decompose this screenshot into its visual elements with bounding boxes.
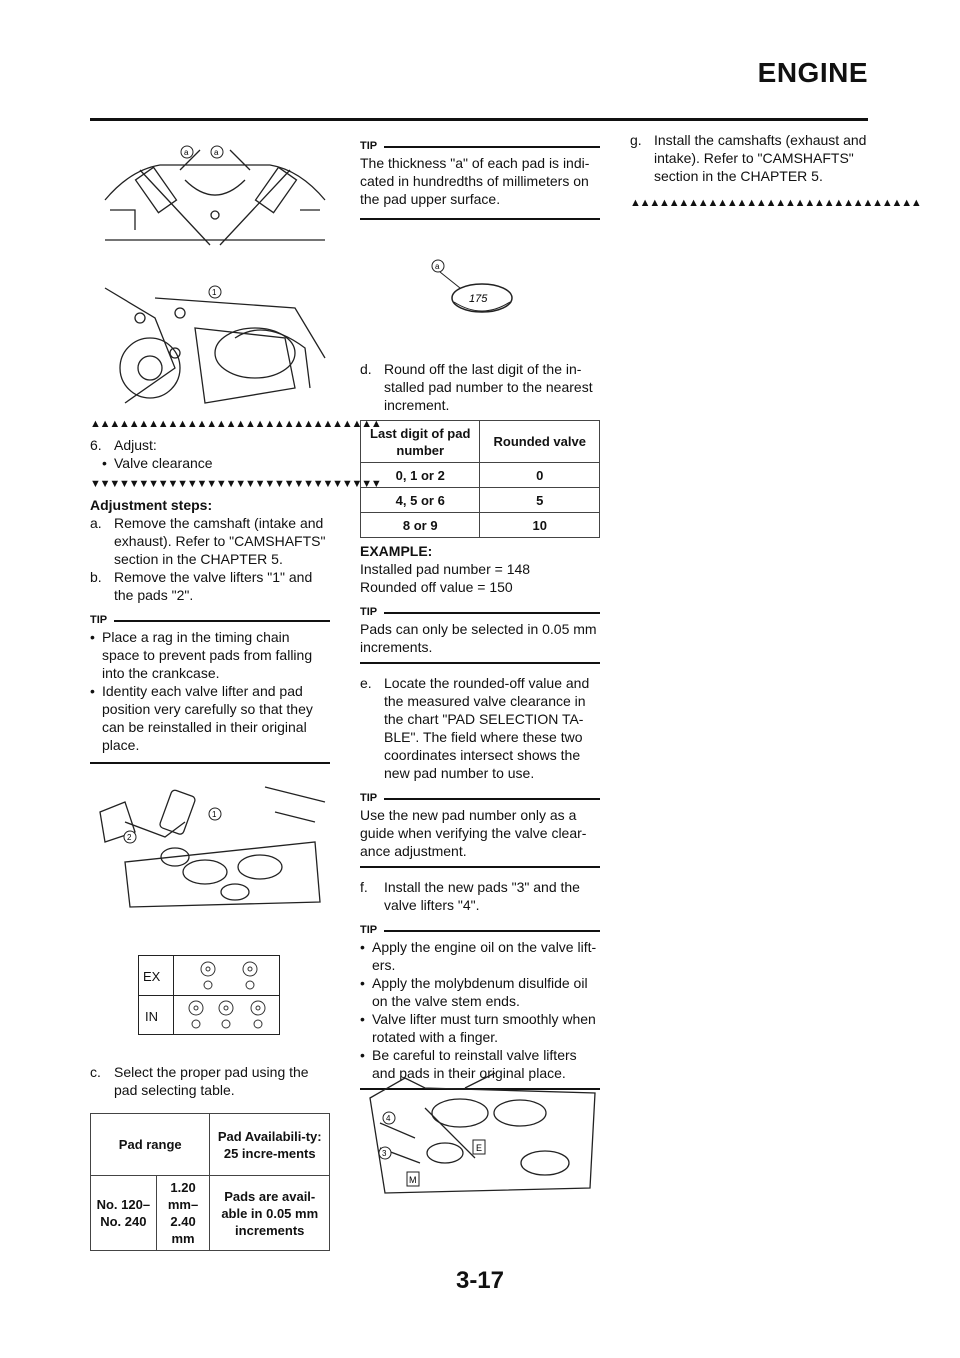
remove-lifter-figure: [95, 278, 330, 408]
tip-5-bullet-text: Be careful to reinstall valve lifters and pads in their original place.: [372, 1047, 577, 1081]
step-b-text: Remove the valve lifters "1" and the pads "2".: [114, 569, 313, 603]
arrow-divider-up: ▲▲▲▲▲▲▲▲▲▲▲▲▲▲▲▲▲▲▲▲▲▲▲▲▲▲▲▲▲▲: [90, 418, 381, 430]
callout-1: 1: [212, 288, 217, 297]
valve-position-marks: [174, 956, 278, 1034]
step-c-label: c.: [90, 1064, 101, 1080]
step-e-label: e.: [360, 675, 372, 691]
bullet-glyph: •: [360, 975, 365, 991]
bullet-glyph: •: [90, 629, 95, 645]
pad-availability-header: Pad Availabili-ty: 25 incre-ments: [210, 1114, 330, 1176]
tip-5-bullet-2: [360, 974, 600, 1010]
tip-4-text: Use the new pad number only as a guide when verifying the valve clear-ance adjustment.: [360, 807, 587, 859]
callout-a-right: a: [214, 148, 219, 157]
step-b-label: b.: [90, 569, 102, 585]
callout-3: 3: [382, 1149, 387, 1158]
callout-e: E: [476, 1143, 483, 1153]
step-g-text: Install the camshafts (exhaust and intake). Refer to "CAMSHAFTS" section in the CHAPTER 5.: [654, 132, 867, 184]
callout-a: a: [435, 262, 440, 271]
step-a: [90, 514, 330, 568]
tip-5-header: [360, 922, 600, 938]
last-digit-header: Last digit of pad number: [361, 421, 480, 463]
valve-illustration-figure: [100, 140, 330, 260]
rounded-value-header: Rounded valve: [480, 421, 600, 463]
tip-1-end-rule: [90, 762, 330, 764]
tip-3-end-rule: [360, 662, 600, 664]
step-g: [630, 131, 870, 185]
step-e-text: Locate the rounded-off value and the measured valve clearance in the chart "PAD SELECTION TA-BLE". The field where these two coordinates intersect shows the new pad number to use.: [384, 675, 590, 781]
tip-3-text: Pads can only be selected in 0.05 mm increments.: [360, 621, 597, 655]
arrow-divider-down: ▼▼▼▼▼▼▼▼▼▼▼▼▼▼▼▼▼▼▼▼▼▼▼▼▼▼▼▼▼▼: [90, 478, 381, 490]
tip-5-bullet-text: Apply the molybdenum disulfide oil on the valve stem ends.: [372, 975, 588, 1009]
tip-5-label: TIP: [360, 924, 378, 936]
step-a-label: a.: [90, 515, 102, 531]
rounding-row-digit: 4, 5 or 6: [361, 488, 480, 513]
step-d-label: d.: [360, 361, 372, 377]
example-heading: EXAMPLE:: [360, 543, 433, 559]
pad-range-numbers: No. 120–No. 240: [91, 1176, 157, 1251]
tip-4-label: TIP: [360, 792, 378, 804]
tip-5-bullet-3: [360, 1010, 600, 1046]
example-line-2: Rounded off value = 150: [360, 579, 513, 595]
rounding-table: [360, 420, 600, 538]
pad-number-label: 175: [469, 293, 488, 305]
step-f: [360, 878, 600, 914]
in-label: IN: [145, 1009, 158, 1024]
step-f-text: Install the new pads "3" and the valve lifters "4".: [384, 879, 580, 913]
pad-availability-value: Pads are avail-able in 0.05 mm increments: [210, 1176, 330, 1251]
tip-3-label: TIP: [360, 606, 378, 618]
page-number: 3-17: [455, 1267, 505, 1294]
rounding-row-digit: 8 or 9: [361, 513, 480, 538]
pad-range-header: Pad range: [91, 1114, 210, 1176]
bullet-glyph: •: [90, 683, 95, 699]
tip-4-header: [360, 790, 600, 806]
example-line-1: Installed pad number = 148: [360, 561, 531, 577]
page-title: ENGINE: [757, 57, 868, 88]
rounding-row-value: 10: [480, 513, 600, 538]
tip-5-bullet-text: Apply the engine oil on the valve lift-ers.: [372, 939, 597, 973]
tip-1-label: TIP: [90, 614, 108, 626]
step-d-text: Round off the last digit of the in-stalled pad number to the nearest increment.: [384, 361, 593, 413]
step-6-bullet: [90, 454, 330, 472]
ex-label: EX: [143, 969, 161, 984]
tip-5-bullet-text: Valve lifter must turn smoothly when rotated with a finger.: [372, 1011, 596, 1045]
step-6-bullet-text: Valve clearance: [114, 455, 213, 471]
step-d: [360, 360, 600, 414]
step-c: [90, 1063, 330, 1099]
step-c-text: Select the proper pad using the pad selecting table.: [114, 1064, 309, 1098]
tip-1-bullet-text: Place a rag in the timing chain space to prevent pads from falling into the crankcase.: [102, 629, 313, 681]
bullet-glyph: •: [360, 1011, 365, 1027]
callout-a-left: a: [184, 148, 189, 157]
step-6-text: Adjust:: [114, 437, 157, 453]
step-6: [90, 436, 330, 454]
tip-5-bullet-1: [360, 938, 600, 974]
tip-4-end-rule: [360, 866, 600, 868]
callout-4: 4: [386, 1114, 391, 1123]
step-6-number: 6.: [90, 437, 102, 453]
ex-in-diagram: [138, 955, 280, 1035]
pad-range-table: [90, 1113, 330, 1251]
header-rule: [90, 118, 868, 121]
pad-thickness-figure: [430, 258, 530, 320]
pad-range-mm: 1.20 mm–2.40 mm: [156, 1176, 210, 1251]
install-pads-figure: [365, 1068, 600, 1198]
tip-2-label: TIP: [360, 140, 378, 152]
lifter-pad-figure: [95, 782, 325, 912]
step-e: [360, 674, 600, 782]
callout-2-pad: 2: [127, 833, 132, 842]
adjustment-steps-heading: Adjustment steps:: [90, 497, 213, 513]
step-f-label: f.: [360, 879, 368, 895]
bullet-glyph: •: [102, 455, 107, 471]
bullet-glyph: •: [360, 1047, 365, 1063]
rounding-row-value: 5: [480, 488, 600, 513]
step-b: [90, 568, 330, 604]
callout-m: M: [409, 1175, 417, 1185]
step-a-text: Remove the camshaft (intake and exhaust). Refer to "CAMSHAFTS" section in the CHAPTER 5.: [114, 515, 326, 567]
tip-1-header: [90, 612, 330, 628]
rounding-row-digit: 0, 1 or 2: [361, 463, 480, 488]
tip-1-bullet-1: [90, 628, 330, 682]
tip-2-end-rule: [360, 218, 600, 220]
tip-2-text: The thickness "a" of each pad is indi-cated in hundredths of millimeters on the pad upper surface.: [360, 155, 590, 207]
callout-1-lifter: 1: [212, 810, 217, 819]
arrow-divider-up-end: ▲▲▲▲▲▲▲▲▲▲▲▲▲▲▲▲▲▲▲▲▲▲▲▲▲▲▲▲▲▲: [630, 197, 921, 209]
tip-1-bullet-2: [90, 682, 330, 754]
tip-2-header: [360, 138, 600, 154]
bullet-glyph: •: [360, 939, 365, 955]
tip-3-header: [360, 604, 600, 620]
tip-1-bullet-text: Identity each valve lifter and pad position very carefully so that they can be reinstalled in their original place.: [102, 683, 313, 753]
rounding-row-value: 0: [480, 463, 600, 488]
step-g-label: g.: [630, 132, 642, 148]
